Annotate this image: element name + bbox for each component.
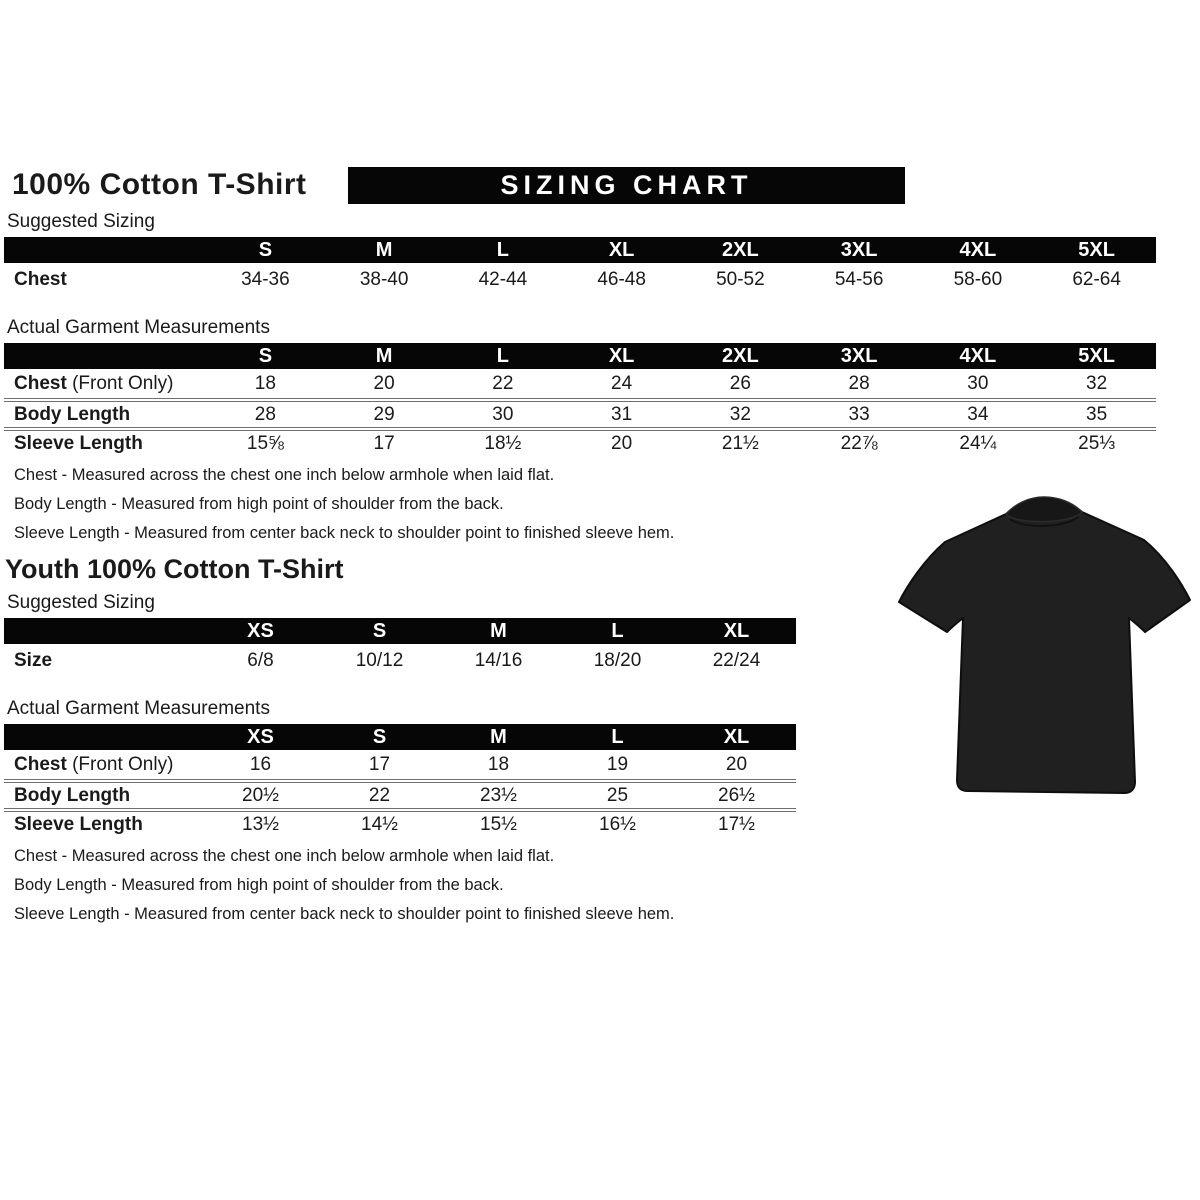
measurement-cell: 46-48 (597, 268, 646, 290)
table-row (4, 779, 796, 808)
measurement-cell: 58-60 (953, 268, 1003, 290)
size-column-header: XL (723, 619, 750, 642)
measurement-cell: 38-40 (359, 268, 409, 290)
table-row (4, 369, 1156, 398)
table-row (4, 263, 1156, 296)
measurement-cell: 34-36 (241, 268, 290, 290)
measurement-cell: 24¼ (959, 432, 997, 454)
tshirt-product-photo (893, 489, 1195, 807)
size-column-header: XL (608, 344, 635, 367)
measurement-cell: 24 (611, 372, 633, 394)
row-label: Sleeve Length (14, 813, 143, 835)
size-column-header: S (372, 725, 387, 748)
youth-actual-measurements-table (4, 724, 796, 837)
measurement-cell: 32 (729, 403, 751, 425)
measurement-cell: 18/20 (593, 649, 642, 671)
size-column-header: L (611, 619, 624, 642)
size-column-header: 2XL (722, 238, 759, 261)
measurement-note-line: Body Length - Measured from high point of shoulder from the back. (14, 876, 504, 894)
size-column-header: XL (723, 725, 750, 748)
measurement-cell: 25⅓ (1078, 432, 1116, 454)
tshirt-collar-shape (1006, 497, 1082, 522)
table-header-row (4, 343, 1156, 369)
size-column-header: M (490, 725, 507, 748)
measurement-cell: 18½ (484, 432, 522, 454)
size-column-header: 4XL (959, 238, 997, 261)
size-column-header: L (496, 344, 509, 367)
size-column-header: 3XL (840, 344, 878, 367)
table-row (4, 808, 796, 837)
tshirt-body-shape (899, 500, 1190, 793)
measurement-cell: 6/8 (247, 649, 274, 671)
youth-measurement-notes (14, 847, 1200, 923)
measurement-cell: 42-44 (478, 268, 528, 290)
measurement-cell: 28 (254, 403, 276, 425)
measurement-cell: 20½ (242, 784, 279, 806)
measurement-cell: 15⅝ (246, 432, 284, 454)
measurement-note-line: Chest - Measured across the chest one inch below armhole when laid flat. (14, 466, 555, 484)
measurement-cell: 35 (1086, 403, 1108, 425)
size-column-header: S (258, 238, 273, 261)
size-column-header: M (490, 619, 507, 642)
youth-suggested-sizing-table (4, 618, 796, 677)
measurement-cell: 22/24 (712, 649, 761, 671)
measurement-cell: 28 (848, 372, 870, 394)
adult-suggested-sizing-table (4, 237, 1156, 296)
measurement-cell: 15½ (480, 813, 517, 835)
table-row (4, 398, 1156, 427)
measurement-cell: 17 (368, 753, 391, 775)
row-label: Body Length (14, 784, 131, 806)
measurement-cell: 33 (848, 403, 870, 425)
page-header (0, 166, 1200, 204)
row-label: Chest (Front Only) (14, 753, 174, 775)
adult-actual-measurements-table (4, 343, 1156, 456)
size-column-header: XS (247, 725, 274, 748)
size-column-header: 3XL (840, 238, 878, 261)
measurement-cell: 13½ (242, 813, 279, 835)
measurement-cell: 21½ (721, 432, 759, 454)
measurement-cell: 29 (373, 403, 395, 425)
table-header-row (4, 724, 796, 750)
measurement-cell: 32 (1086, 372, 1108, 394)
row-label: Chest (14, 268, 67, 290)
table-header-row (4, 618, 796, 644)
measurement-cell: 54-56 (834, 268, 884, 290)
size-column-header: 5XL (1078, 344, 1115, 367)
measurement-cell: 16 (249, 753, 272, 775)
table-header-row (4, 237, 1156, 263)
size-column-header: M (375, 238, 393, 261)
tshirt-image (893, 489, 1195, 807)
table-row (4, 427, 1156, 456)
measurement-cell: 16½ (599, 813, 636, 835)
size-column-header: S (258, 344, 273, 367)
measurement-note-line: Sleeve Length - Measured from center back neck to shoulder point to finished sleeve hem. (14, 905, 675, 923)
measurement-cell: 26 (729, 372, 751, 394)
page-title: 100% Cotton T-Shirt (12, 168, 307, 201)
measurement-cell: 23½ (480, 784, 517, 806)
size-column-header: M (375, 344, 393, 367)
measurement-cell: 31 (611, 403, 633, 425)
measurement-note-line: Chest - Measured across the chest one inch below armhole when laid flat. (14, 847, 555, 865)
measurement-cell: 14½ (361, 813, 398, 835)
sizing-chart-banner (348, 167, 905, 204)
youth-suggested-sizing-label: Suggested Sizing (7, 592, 155, 613)
row-label: Size (14, 649, 53, 671)
measurement-cell: 34 (967, 403, 989, 425)
measurement-cell: 22⅞ (840, 432, 878, 454)
size-column-header: 4XL (959, 344, 997, 367)
measurement-cell: 19 (606, 753, 629, 775)
measurement-cell: 62-64 (1072, 268, 1121, 290)
measurement-cell: 20 (373, 372, 395, 394)
measurement-cell: 17 (373, 432, 395, 454)
measurement-cell: 30 (492, 403, 514, 425)
row-label: Chest (Front Only) (14, 372, 174, 394)
row-label: Sleeve Length (14, 432, 143, 454)
measurement-cell: 18 (487, 753, 510, 775)
youth-section-title: Youth 100% Cotton T-Shirt (5, 554, 344, 584)
measurement-cell: 20 (725, 753, 748, 775)
row-label: Body Length (14, 403, 131, 425)
measurement-cell: 22 (492, 372, 514, 394)
adult-actual-measurements-label: Actual Garment Measurements (7, 317, 270, 338)
measurement-cell: 22 (368, 784, 391, 806)
size-column-header: 5XL (1078, 238, 1115, 261)
measurement-cell: 25 (606, 784, 629, 806)
size-column-header: 2XL (722, 344, 759, 367)
size-column-header: XS (247, 619, 274, 642)
measurement-cell: 50-52 (716, 268, 765, 290)
measurement-cell: 30 (967, 372, 989, 394)
measurement-cell: 26½ (718, 784, 755, 806)
sizing-chart-banner-label: SIZING CHART (500, 170, 753, 200)
youth-actual-measurements-label: Actual Garment Measurements (7, 698, 270, 719)
measurement-note-line: Body Length - Measured from high point of shoulder from the back. (14, 495, 504, 513)
table-row (4, 750, 796, 779)
measurement-note-line: Sleeve Length - Measured from center back neck to shoulder point to finished sleeve hem. (14, 524, 675, 542)
size-column-header: L (496, 238, 509, 261)
table-row (4, 644, 796, 677)
measurement-cell: 20 (611, 432, 633, 454)
size-column-header: S (372, 619, 387, 642)
measurement-cell: 17½ (718, 813, 755, 835)
size-column-header: XL (608, 238, 635, 261)
adult-suggested-sizing-label: Suggested Sizing (7, 211, 155, 232)
measurement-cell: 14/16 (474, 649, 523, 671)
measurement-cell: 10/12 (355, 649, 404, 671)
size-column-header: L (611, 725, 624, 748)
measurement-cell: 18 (254, 372, 276, 394)
